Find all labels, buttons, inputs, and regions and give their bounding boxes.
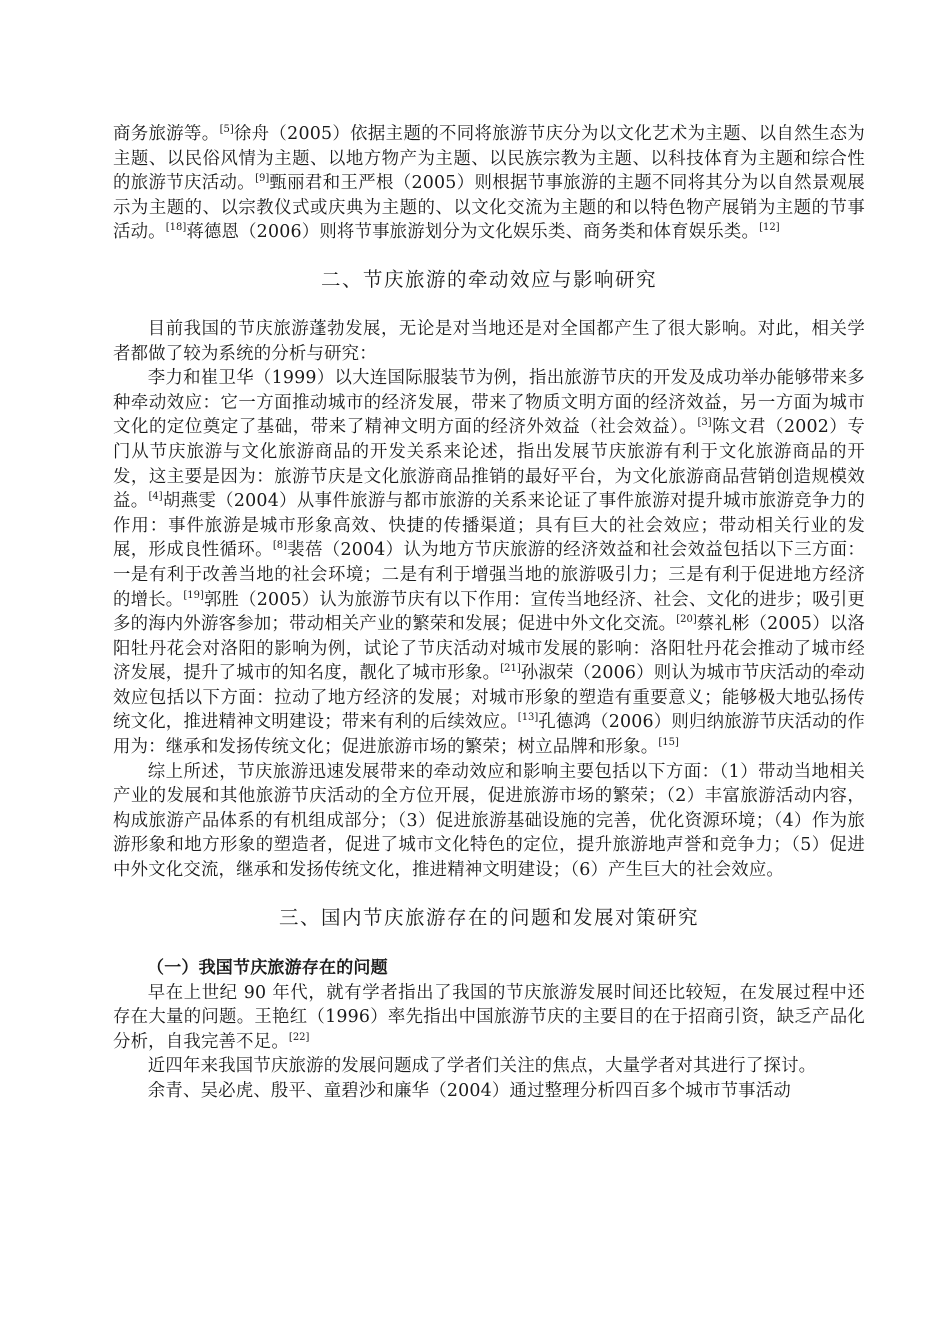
text-run: 早在上世纪 90 年代，就有学者指出了我国的节庆旅游发展时间还比较短，在发展过程中还存在大量的问题。王艳红（1996）率先指出中国旅游节庆的主要目的在于招商引资，缺乏产品化分析，自我完善不足。 xyxy=(113,982,865,1052)
text-run: 孔德鸿（2006）则归纳旅游节庆活动的作用为：继承和发扬传统文化；促进旅游市场的繁荣；树立品牌和形象。 xyxy=(113,712,865,758)
body-paragraph xyxy=(113,760,865,883)
text-run: 蒋德恩（2006）则将节事旅游划分为文化娱乐类、商务类和体育娱乐类。 xyxy=(186,222,760,243)
body-paragraph xyxy=(113,981,865,1055)
citation-ref: [12] xyxy=(759,222,780,234)
body-paragraph xyxy=(113,122,865,245)
citation-ref: [5] xyxy=(219,124,234,135)
text-run: 陈文君（2002）专门从节庆旅游与文化旅游商品的开发关系来论述，指出发展节庆旅游有利于文化旅游商品的开发，这主要是因为：旅游节庆是文化旅游商品推销的最好平台，为文化旅游商品营销创造规模效益。 xyxy=(113,417,866,512)
text-run: 胡燕雯（2004）从事件旅游与都市旅游的关系来论证了事件旅游对提升城市旅游竞争力的作用：事件旅游是城市形象高效、快捷的传播渠道；具有巨大的社会效应；带动相关行业的发展，形成良性循环。 xyxy=(113,491,866,561)
text-run: 目前我国的节庆旅游蓬勃发展，无论是对当地还是对全国都产生了很大影响。对此，相关学者都做了较为系统的分析与研究： xyxy=(113,318,865,364)
citation-ref: [20] xyxy=(676,614,697,626)
text-run: 郭胜（2005）认为旅游节庆有以下作用：宣传当地经济、社会、文化的进步；吸引更多的海内外游客参加；带动相关产业的繁荣和发展；促进中外文化交流。 xyxy=(113,589,865,635)
document-page xyxy=(113,122,865,1104)
text-run: 徐舟（2005）依据主题的不同将旅游节庆分为以文化艺术为主题、以自然生态为主题、以民俗风情为主题、以地方物产为主题、以民族宗教为主题、以科技体育为主题和综合性的旅游节庆活动。 xyxy=(113,124,865,194)
text-run: 蔡礼彬（2005）以洛阳牡丹花会对洛阳的影响为例，试论了节庆活动对城市发展的影响：洛阳牡丹花会推动了城市经济发展，提升了城市的知名度，靓化了城市形象。 xyxy=(113,614,865,684)
text-run: 李力和崔卫华（1999）以大连国际服装节为例，指出旅游节庆的开发及成功举办能够带来多种牵动效应：它一方面推动城市的经济发展，带来了物质文明方面的经济效益，另一方面为城市文化的定位奠定了基础，带来了精神文明方面的经济外效益（社会效益）。 xyxy=(113,368,865,438)
text-run: 综上所述，节庆旅游迅速发展带来的牵动效应和影响主要包括以下方面：（1）带动当地相关产业的发展和其他旅游节庆活动的全方位开展，促进旅游市场的繁荣；（2）丰富旅游活动内容，构成旅游产品体系的有机组成部分；（3）促进旅游基础设施的完善，优化资源环境；（4）作为旅游形象和地方形象的塑造者，促进了城市文化特色的定位，提升旅游地声誉和竞争力；（5）促进中外文化交流，继承和发扬传统文化，推进精神文明建设；（6）产生巨大的社会效应。 xyxy=(113,761,865,881)
text-run: 裴蓓（2004）认为地方节庆旅游的经济效益和社会效益包括以下三方面：一是有利于改善当地的社会环境；二是有利于增强当地的旅游吸引力；三是有利于促进地方经济的增长。 xyxy=(113,540,866,610)
text-run: 商务旅游等。 xyxy=(113,124,220,144)
citation-ref: [19] xyxy=(183,589,204,601)
text-run: 近四年来我国节庆旅游的发展问题成了学者们关注的焦点，大量学者对其进行了探讨。 xyxy=(147,1056,817,1077)
citation-ref: [9] xyxy=(255,173,270,185)
section-heading: 三、国内节庆旅游存在的问题和发展对策研究 xyxy=(278,905,699,929)
citation-ref: [3] xyxy=(697,417,712,429)
citation-ref: [4] xyxy=(148,491,163,503)
citation-ref: [8] xyxy=(272,540,288,552)
body-paragraph xyxy=(113,317,865,366)
citation-ref: [13] xyxy=(517,712,539,724)
text-run: 甄丽君和王严根（2005）则根据节事旅游的主题不同将其分为以自然景观展示为主题的、以宗教仪式或庆典为主题的、以文化交流为主题的和以特色物产展销为主题的节事活动。 xyxy=(113,173,865,243)
citation-ref: [21] xyxy=(500,663,521,675)
text-run: 余青、吴必虎、殷平、童碧沙和廉华（2004）通过整理分析四百多个城市节事活动 xyxy=(147,1081,791,1101)
body-paragraph xyxy=(113,366,865,760)
citation-ref: [22] xyxy=(288,1031,310,1043)
section-heading: 二、节庆旅游的牵动效应与影响研究 xyxy=(320,267,657,291)
citation-ref: [15] xyxy=(658,737,679,749)
body-paragraph xyxy=(113,1079,865,1104)
subsection-heading: （一）我国节庆旅游存在的问题 xyxy=(147,957,388,978)
citation-ref: [18] xyxy=(165,222,187,234)
text-run: 孙淑荣（2006）则认为城市节庆活动的牵动效应包括以下方面：拉动了地方经济的发展；对城市形象的塑造有重要意义；能够极大地弘扬传统文化，推进精神文明建设；带来有利的后续效应。 xyxy=(113,663,865,733)
body-paragraph xyxy=(113,1054,865,1079)
